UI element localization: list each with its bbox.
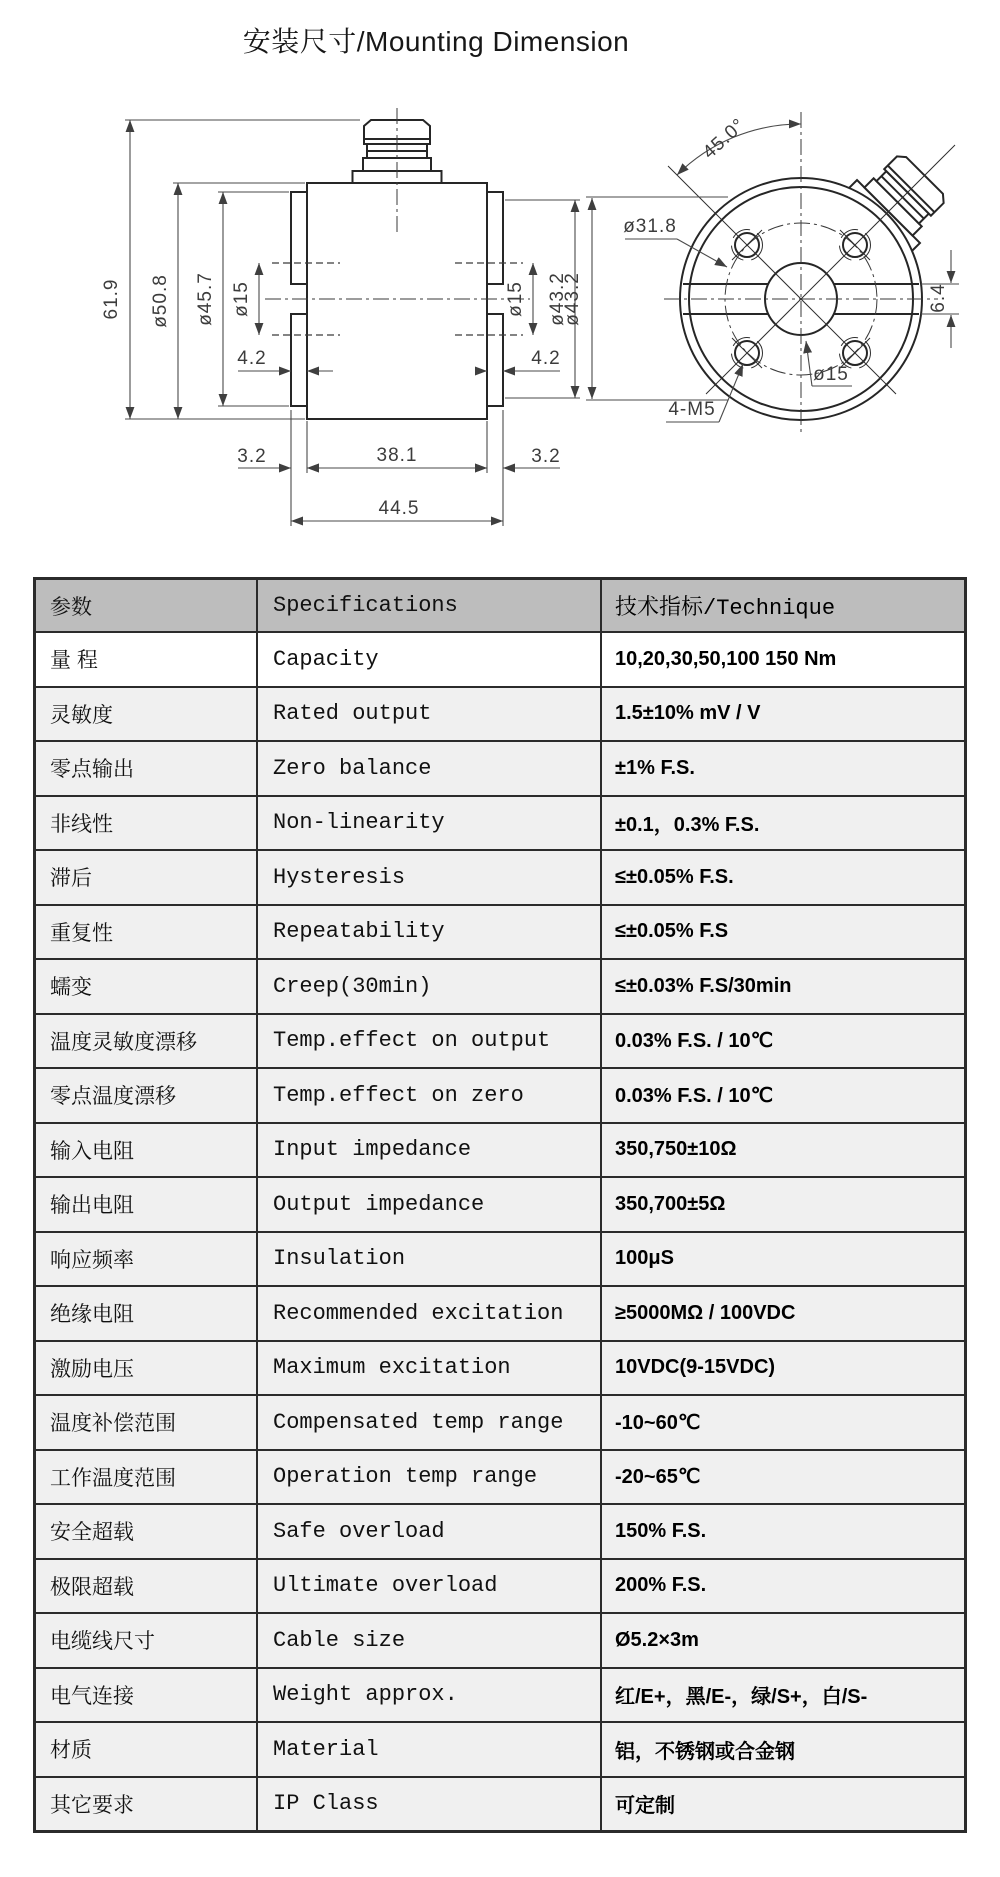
param-cell-cn: 激励电压 [50,1357,134,1381]
page-title: 安装尺寸/Mounting Dimension [242,26,630,57]
param-cell-value: 100μS [600,1233,964,1286]
param-cell-value: Ø5.2×3m [600,1614,964,1667]
param-cell-value: ±1% F.S. [600,742,964,795]
param-cell-cn: 重复性 [50,921,113,945]
table-row [36,1394,964,1449]
table-row [36,1503,964,1558]
param-cell-en: Rated output [256,688,600,741]
table-row [36,958,964,1013]
param-cell-value: 350,700±5Ω [600,1178,964,1231]
table-row [36,740,964,795]
param-cell-value: ≤±0.05% F.S [600,906,964,959]
param-cell-value: ≥5000MΩ / 100VDC [600,1287,964,1340]
table-row [36,1285,964,1340]
table-row [36,686,964,741]
header-param: 参数 [50,595,92,619]
dim-tab-right: 4.2 [531,348,561,369]
param-cell-value: 红/E+，黑/E-，绿/S+，白/S- [600,1669,964,1722]
param-cell-en: Temp.effect on output [256,1015,600,1068]
table-row [36,1013,964,1068]
mounting-dimension-drawing [0,0,1000,560]
param-cell-cn: 电缆线尺寸 [50,1630,155,1654]
param-cell-value: ±0.1，0.3% F.S. [600,797,964,850]
param-cell-value: 0.03% F.S. / 10℃ [600,1015,964,1068]
param-cell-en: Cable size [256,1614,600,1667]
param-cell-value: 可定制 [600,1778,964,1831]
param-cell-value: 350,750±10Ω [600,1124,964,1177]
param-cell-en: Input impedance [256,1124,600,1177]
table-row [36,631,964,686]
param-cell-cn: 响应频率 [50,1248,134,1272]
dim-bolt-circle: ø31.8 [623,216,677,237]
table-header-row [36,580,964,631]
table-row [36,1340,964,1395]
table-row [36,1231,964,1286]
param-cell-en: Capacity [256,633,600,686]
param-cell-cn: 量 程 [50,649,98,673]
param-cell-en: IP Class [256,1778,600,1831]
param-cell-cn: 工作温度范围 [50,1466,176,1490]
param-cell-en: Maximum excitation [256,1342,600,1395]
param-cell-en: Insulation [256,1233,600,1286]
param-cell-cn: 极限超载 [50,1575,134,1599]
param-cell-value: 10VDC(9-15VDC) [600,1342,964,1395]
dim-tab-left: 4.2 [237,348,267,369]
param-cell-en: Creep(30min) [256,960,600,1013]
side-view [101,108,580,526]
table-row [36,849,964,904]
param-cell-value: 200% F.S. [600,1560,964,1613]
param-cell-cn: 其它要求 [50,1793,134,1817]
param-cell-en: Material [256,1723,600,1776]
param-cell-value: ≤±0.03% F.S/30min [600,960,964,1013]
param-cell-en: Operation temp range [256,1451,600,1504]
param-cell-en: Non-linearity [256,797,600,850]
param-cell-en: Weight approx. [256,1669,600,1722]
param-cell-value: 铝，不锈钢或合金钢 [600,1723,964,1776]
dim-dia-15-right: ø15 [505,281,526,317]
param-cell-cn: 绝缘电阻 [50,1303,134,1327]
param-cell-cn: 蠕变 [50,976,92,1000]
param-cell-cn: 输出电阻 [50,1194,134,1218]
table-row [36,1721,964,1776]
dim-slot-width: 6.4 [928,283,949,313]
param-cell-en: Output impedance [256,1178,600,1231]
dim-bolt-holes: 4-M5 [668,399,716,420]
param-cell-cn: 安全超载 [50,1521,134,1545]
table-row [36,1067,964,1122]
dim-overall-width: 44.5 [378,498,420,519]
param-cell-cn: 非线性 [50,812,113,836]
param-cell-en: Safe overload [256,1505,600,1558]
dim-dia-15-left: ø15 [231,281,252,317]
param-cell-value: 10,20,30,50,100 150 Nm [600,633,964,686]
table-row [36,1176,964,1231]
header-specifications: Specifications [256,580,600,631]
param-cell-en: Zero balance [256,742,600,795]
table-row [36,1122,964,1177]
dim-body-width: 38.1 [376,445,418,466]
param-cell-value: 1.5±10% mV / V [600,688,964,741]
param-cell-value: -20~65℃ [600,1451,964,1504]
param-cell-cn: 温度灵敏度漂移 [50,1030,197,1054]
param-cell-cn: 输入电阻 [50,1139,134,1163]
param-cell-cn: 材质 [50,1739,92,1763]
param-cell-value: 0.03% F.S. / 10℃ [600,1069,964,1122]
dim-angle: 45.0° [698,114,750,164]
param-cell-cn: 灵敏度 [50,703,113,727]
param-cell-en: Ultimate overload [256,1560,600,1613]
table-row [36,1612,964,1667]
table-row [36,1449,964,1504]
dim-edge-right: 3.2 [531,446,561,467]
dim-dia-43-2-side: ø43.2 [547,272,568,326]
table-row [36,904,964,959]
dim-dia-50-8: ø50.8 [150,274,171,328]
table-row [36,1558,964,1613]
param-cell-en: Hysteresis [256,851,600,904]
param-cell-cn: 零点输出 [50,758,134,782]
spec-table [33,577,967,1833]
dim-dia-45-7: ø45.7 [195,272,216,326]
param-cell-cn: 温度补偿范围 [50,1412,176,1436]
param-cell-cn: 滞后 [50,867,92,891]
dim-edge-left: 3.2 [237,446,267,467]
dim-overall-height: 61.9 [101,278,122,320]
param-cell-cn: 零点温度漂移 [50,1085,176,1109]
front-view [562,112,959,435]
param-cell-cn: 电气连接 [50,1684,134,1708]
param-cell-value: 150% F.S. [600,1505,964,1558]
table-row [36,795,964,850]
param-cell-value: ≤±0.05% F.S. [600,851,964,904]
table-row [36,1776,964,1831]
dim-dia-43-2-front: ø43.2 [562,272,583,326]
param-cell-en: Repeatability [256,906,600,959]
param-cell-value: -10~60℃ [600,1396,964,1449]
param-cell-en: Temp.effect on zero [256,1069,600,1122]
param-cell-en: Recommended excitation [256,1287,600,1340]
param-cell-en: Compensated temp range [256,1396,600,1449]
header-technique: 技术指标/Technique [600,580,964,631]
table-row [36,1667,964,1722]
dim-center-hole: ø15 [813,364,849,385]
